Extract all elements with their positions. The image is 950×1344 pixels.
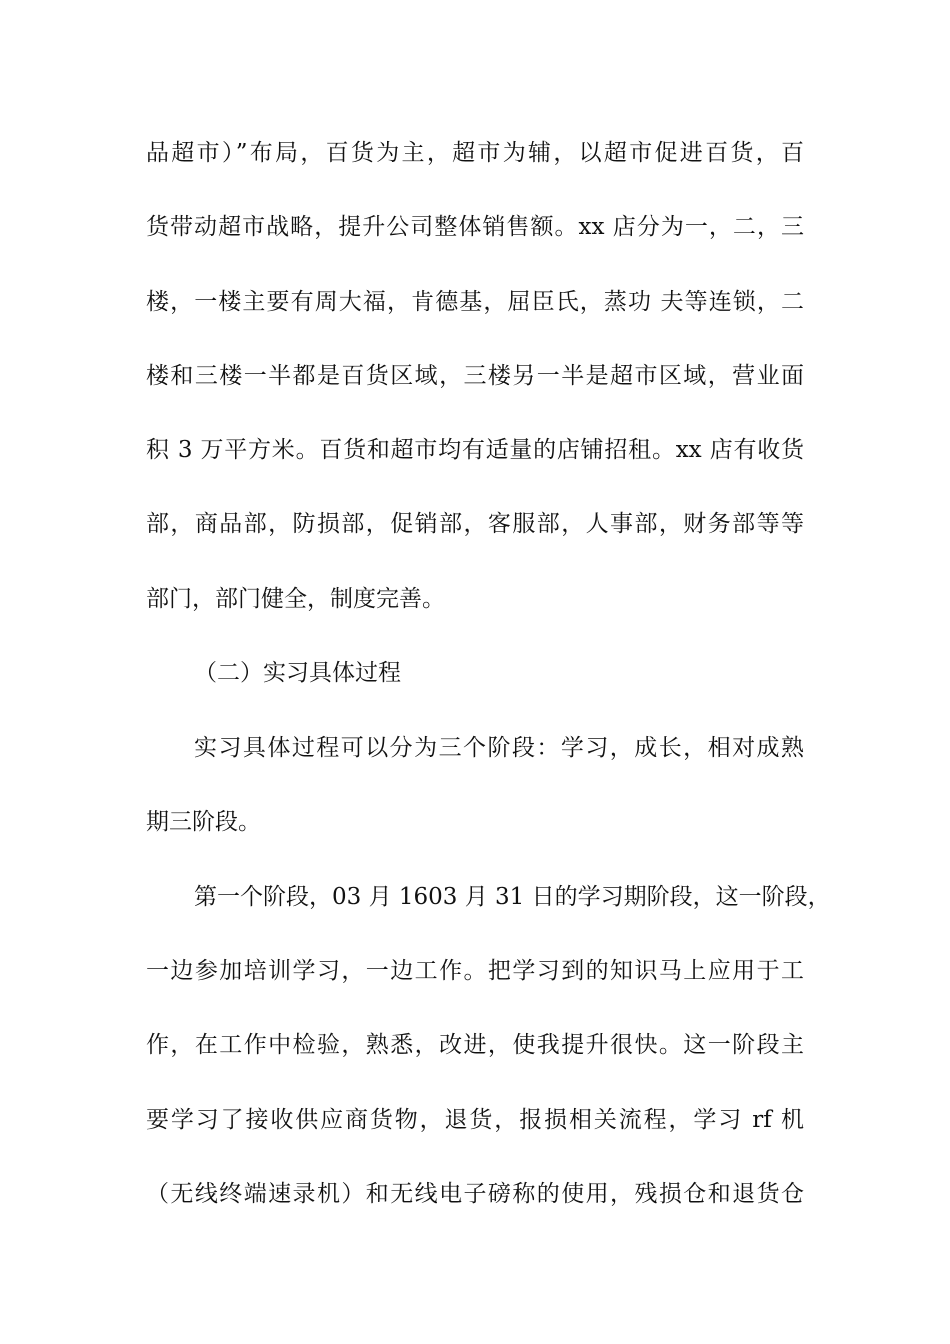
text-line: 要学习了接收供应商货物，退货，报损相关流程，学习 rf 机	[146, 1107, 804, 1133]
text-line: 作，在工作中检验，熟悉，改进，使我提升很快。这一阶段主	[146, 1032, 804, 1058]
text-line: 部门，部门健全，制度完善。	[146, 586, 445, 612]
text-line: 楼，一楼主要有周大福，肯德基，屈臣氏，蒸功 夫等连锁，二	[146, 289, 804, 315]
text-line: （无线终端速录机）和无线电子磅称的使用，残损仓和退货仓	[146, 1181, 804, 1207]
text-line: 货带动超市战略，提升公司整体销售额。xx 店分为一，二，三	[146, 214, 804, 240]
text-line: 部，商品部，防损部，促销部，客服部，人事部，财务部等等	[146, 511, 804, 537]
text-line: 品超市）”布局，百货为主，超市为辅，以超市促进百货，百	[146, 140, 804, 166]
text-line: 期三阶段。	[146, 809, 261, 835]
text-line: 实习具体过程可以分为三个阶段：学习，成长，相对成熟	[194, 735, 804, 761]
text-line: 第一个阶段，03 月 1603 月 31 日的学习期阶段，这一阶段，	[194, 884, 831, 910]
text-line: 积 3 万平方米。百货和超市均有适量的店铺招租。xx 店有收货	[146, 437, 804, 463]
section-heading: （二）实习具体过程	[194, 660, 401, 686]
text-line: 一边参加培训学习，一边工作。把学习到的知识马上应用于工	[146, 958, 804, 984]
text-line: 楼和三楼一半都是百货区域，三楼另一半是超市区域，营业面	[146, 363, 804, 389]
